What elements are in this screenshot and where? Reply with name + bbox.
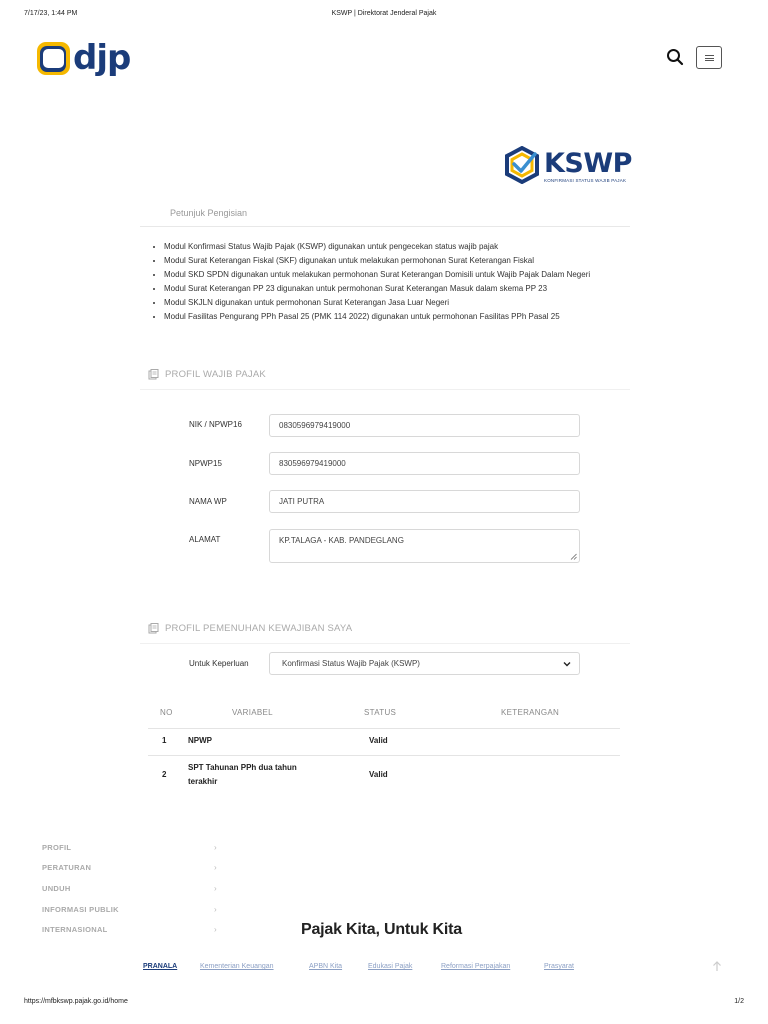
row-variabel: SPT Tahunan PPh dua tahun terakhir <box>188 763 297 786</box>
print-url: https://mfbkswp.pajak.go.id/home <box>24 998 128 1005</box>
alamat-label: ALAMAT <box>189 535 221 544</box>
instruction-item: • Modul Fasilitas Pengurang PPh Pasal 25 (PMK 114 2022) digunakan untuk permohonan Fasilitas PPh Pasal 25 <box>164 310 622 324</box>
djp-logo[interactable] <box>37 40 130 76</box>
table-divider <box>148 755 620 756</box>
keperluan-selected-value: Konfirmasi Status Wajib Pajak (KSWP) <box>282 659 420 668</box>
link-pranala[interactable]: PRANALA <box>143 963 178 970</box>
document-icon <box>148 369 159 380</box>
nama-wp-field[interactable]: JATI PUTRA <box>269 490 580 513</box>
alamat-field[interactable] <box>269 529 580 563</box>
npwp15-field[interactable]: 830596979419000 <box>269 452 580 475</box>
search-button[interactable] <box>666 48 684 66</box>
kswp-shield-icon <box>504 146 540 184</box>
chevron-right-icon: › <box>214 925 217 934</box>
menu-button[interactable] <box>696 46 722 69</box>
chevron-down-icon <box>563 660 571 668</box>
profil-kewajiban-heading <box>148 623 352 634</box>
kswp-logo <box>504 146 632 186</box>
print-header <box>24 10 744 22</box>
section-divider <box>140 389 630 390</box>
chevron-right-icon: › <box>214 863 217 872</box>
profil-wajib-pajak-title: PROFIL WAJIB PAJAK <box>165 369 266 380</box>
hamburger-icon <box>705 55 714 61</box>
npwp15-label: NPWP15 <box>189 459 222 468</box>
section-divider <box>140 643 630 644</box>
link-prasyarat[interactable]: Prasyarat <box>544 963 574 970</box>
link-kementerian-keuangan[interactable]: Kementerian Keuangan <box>200 963 274 970</box>
column-header-variabel: VARIABEL <box>232 708 273 717</box>
instruction-item: • Modul Konfirmasi Status Wajib Pajak (KSWP) digunakan untuk pengecekan status wajib pajak <box>164 240 622 254</box>
column-header-no: NO <box>160 708 173 717</box>
untuk-keperluan-label: Untuk Keperluan <box>189 659 249 668</box>
footer-nav-profil[interactable]: PROFIL <box>42 843 72 852</box>
profil-kewajiban-title: PROFIL PEMENUHAN KEWAJIBAN SAYA <box>165 623 353 634</box>
search-icon <box>666 48 684 66</box>
keperluan-select[interactable] <box>269 652 580 675</box>
kswp-title: KSWP <box>544 148 632 179</box>
instruction-item: • Modul SKD SPDN digunakan untuk melakukan permohonan Surat Keterangan Domisili untuk Wajib Pajak Dalam Negeri <box>164 268 622 282</box>
scroll-to-top-icon[interactable] <box>711 960 723 972</box>
footer-nav-peraturan[interactable]: PERATURAN <box>42 863 92 872</box>
row-variabel: NPWP <box>188 736 212 745</box>
chevron-right-icon: › <box>214 843 217 852</box>
column-header-keterangan: KETERANGAN <box>501 708 560 717</box>
row-status: Valid <box>369 770 388 779</box>
row-no: 1 <box>162 736 167 745</box>
link-apbn-kita[interactable]: APBN Kita <box>309 963 343 970</box>
kswp-subtitle: KONFIRMASI STATUS WAJIB PAJAK <box>544 178 627 183</box>
print-page-title: KSWP | Direktorat Jenderal Pajak <box>331 10 437 17</box>
column-header-status: STATUS <box>364 708 397 717</box>
print-datetime: 7/17/23, 1:44 PM <box>24 10 78 17</box>
profil-wajib-pajak-heading <box>148 369 266 380</box>
nik-label: NIK / NPWP16 <box>189 420 242 429</box>
instruction-item: • Modul SKJLN digunakan untuk permohonan Surat Keterangan Jasa Luar Negeri <box>164 296 622 310</box>
footer-nav-unduh[interactable]: UNDUH <box>42 884 71 893</box>
instruction-item: • Modul Surat Keterangan Fiskal (SKF) digunakan untuk melakukan permohonan Surat Keterangan Fiskal <box>164 254 622 268</box>
print-page-number: 1/2 <box>734 998 744 1005</box>
table-divider <box>148 728 620 729</box>
instructions-list <box>152 240 622 324</box>
footer-nav-informasi-publik[interactable]: INFORMASI PUBLIK <box>42 905 119 914</box>
footer-nav-internasional[interactable]: INTERNASIONAL <box>42 925 108 934</box>
tab-petunjuk-pengisian[interactable]: Petunjuk Pengisian <box>170 208 248 218</box>
djp-logo-text: djp <box>73 38 131 78</box>
nama-wp-label: NAMA WP <box>189 497 227 506</box>
row-no: 2 <box>162 770 167 779</box>
chevron-right-icon: › <box>214 905 217 914</box>
resize-grip-icon[interactable] <box>570 553 577 560</box>
instruction-item: • Modul Surat Keterangan PP 23 digunakan untuk permohonan Surat Keterangan Masuk dalam skema PP 23 <box>164 282 622 296</box>
print-footer <box>24 998 744 1010</box>
link-edukasi-pajak[interactable]: Edukasi Pajak <box>368 963 413 970</box>
chevron-right-icon: › <box>214 884 217 893</box>
djp-logo-mark <box>37 42 70 75</box>
row-status: Valid <box>369 736 388 745</box>
link-reformasi-perpajakan[interactable]: Reformasi Perpajakan <box>441 963 511 970</box>
tab-divider <box>140 226 630 227</box>
document-icon <box>148 623 159 634</box>
alamat-value: KP.TALAGA - KAB. PANDEGLANG <box>279 536 404 545</box>
footer-tagline: Pajak Kita, Untuk Kita <box>301 921 462 938</box>
nik-field[interactable]: 0830596979419000 <box>269 414 580 437</box>
